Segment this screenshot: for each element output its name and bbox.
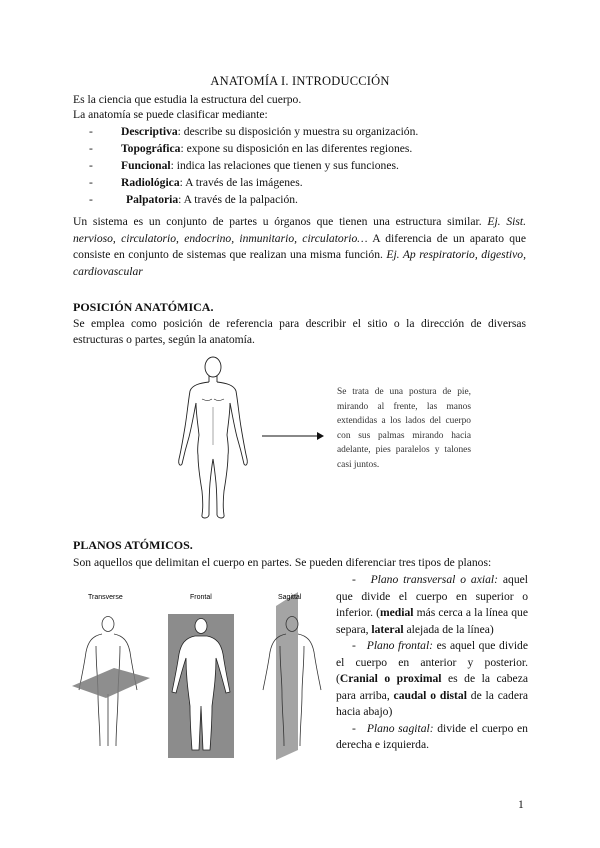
plane-label-sagittal: Sagittal [278,594,302,601]
planos-paragraph: Son aquellos que delimitan el cuerpo en partes. Se pueden diferenciar tres tipos de planos: [73,556,492,569]
body-planes-figure [66,586,330,760]
sagittal-plane-figure [263,592,321,760]
intro-line-1: Es la ciencia que estudia la estructura del cuerpo. [73,93,302,106]
list-item: - Palpatoria: A través de la palpación. [89,193,298,206]
list-item: - Radiológica: A través de las imágenes. [89,176,303,189]
arrow-icon [262,430,324,442]
intro-line-2: La anatomía se puede clasificar mediante: [73,108,268,121]
plano-sagital: - Plano sagital: divide el cuerpo en derecha e izquierda. [336,721,528,751]
page-number: 1 [518,798,524,811]
list-item: - Descriptiva: describe su disposición y muestra su organización. [89,125,419,138]
planos-descriptions [336,572,528,754]
posicion-paragraph: Se emplea como posición de referencia para describir el sitio o la dirección de diversas estructuras o partes, según la anatomía. [73,317,526,346]
list-item: - Funcional: indica las relaciones que tienen y sus funciones. [89,159,399,172]
list-item: - Topográfica: expone su disposición en las diferentes regiones. [89,142,413,155]
frontal-plane-figure [168,614,234,758]
anatomical-position-figure [168,355,258,523]
plane-label-frontal: Frontal [190,594,212,601]
plano-frontal: - Plano frontal: es aquel que divide el cuerpo en anterior y posterior. (Cranial o proximal es de la cabeza para arriba, caudal o distal de la cadera hacia abajo) [336,639,528,718]
section-heading-posicion: POSICIÓN ANATÓMICA. [73,300,214,314]
posicion-caption: Se trata de una postura de pie, mirando al frente, las manos extendidas a los lados del cuerpo con sus palmas mirando hacia adelante, pies paralelos y talones casi juntos. [337,387,471,470]
classification-list [89,124,509,209]
plano-transversal: - Plano transversal o axial: aquel que divide el cuerpo en superior o inferior. (medial más cerca a la línea que separa, lateral alejada de la línea) [336,573,528,636]
plane-label-transverse: Transverse [88,594,123,601]
page-title: ANATOMÍA I. INTRODUCCIÓN [210,74,390,88]
section-heading-planos: PLANOS ATÓMICOS. [73,538,193,552]
transverse-plane-figure [72,617,150,747]
sistema-paragraph: Un sistema es un conjunto de partes u órganos que tienen una estructura similar. Ej. Sist. nervioso, circulatorio, endocrino, inmunitario, circulatorio… A diferencia de un aparato que consiste en conjunto de sistemas que realizan una misma función. Ej. Ap respiratorio, digestivo, cardiovascular [73,215,526,278]
